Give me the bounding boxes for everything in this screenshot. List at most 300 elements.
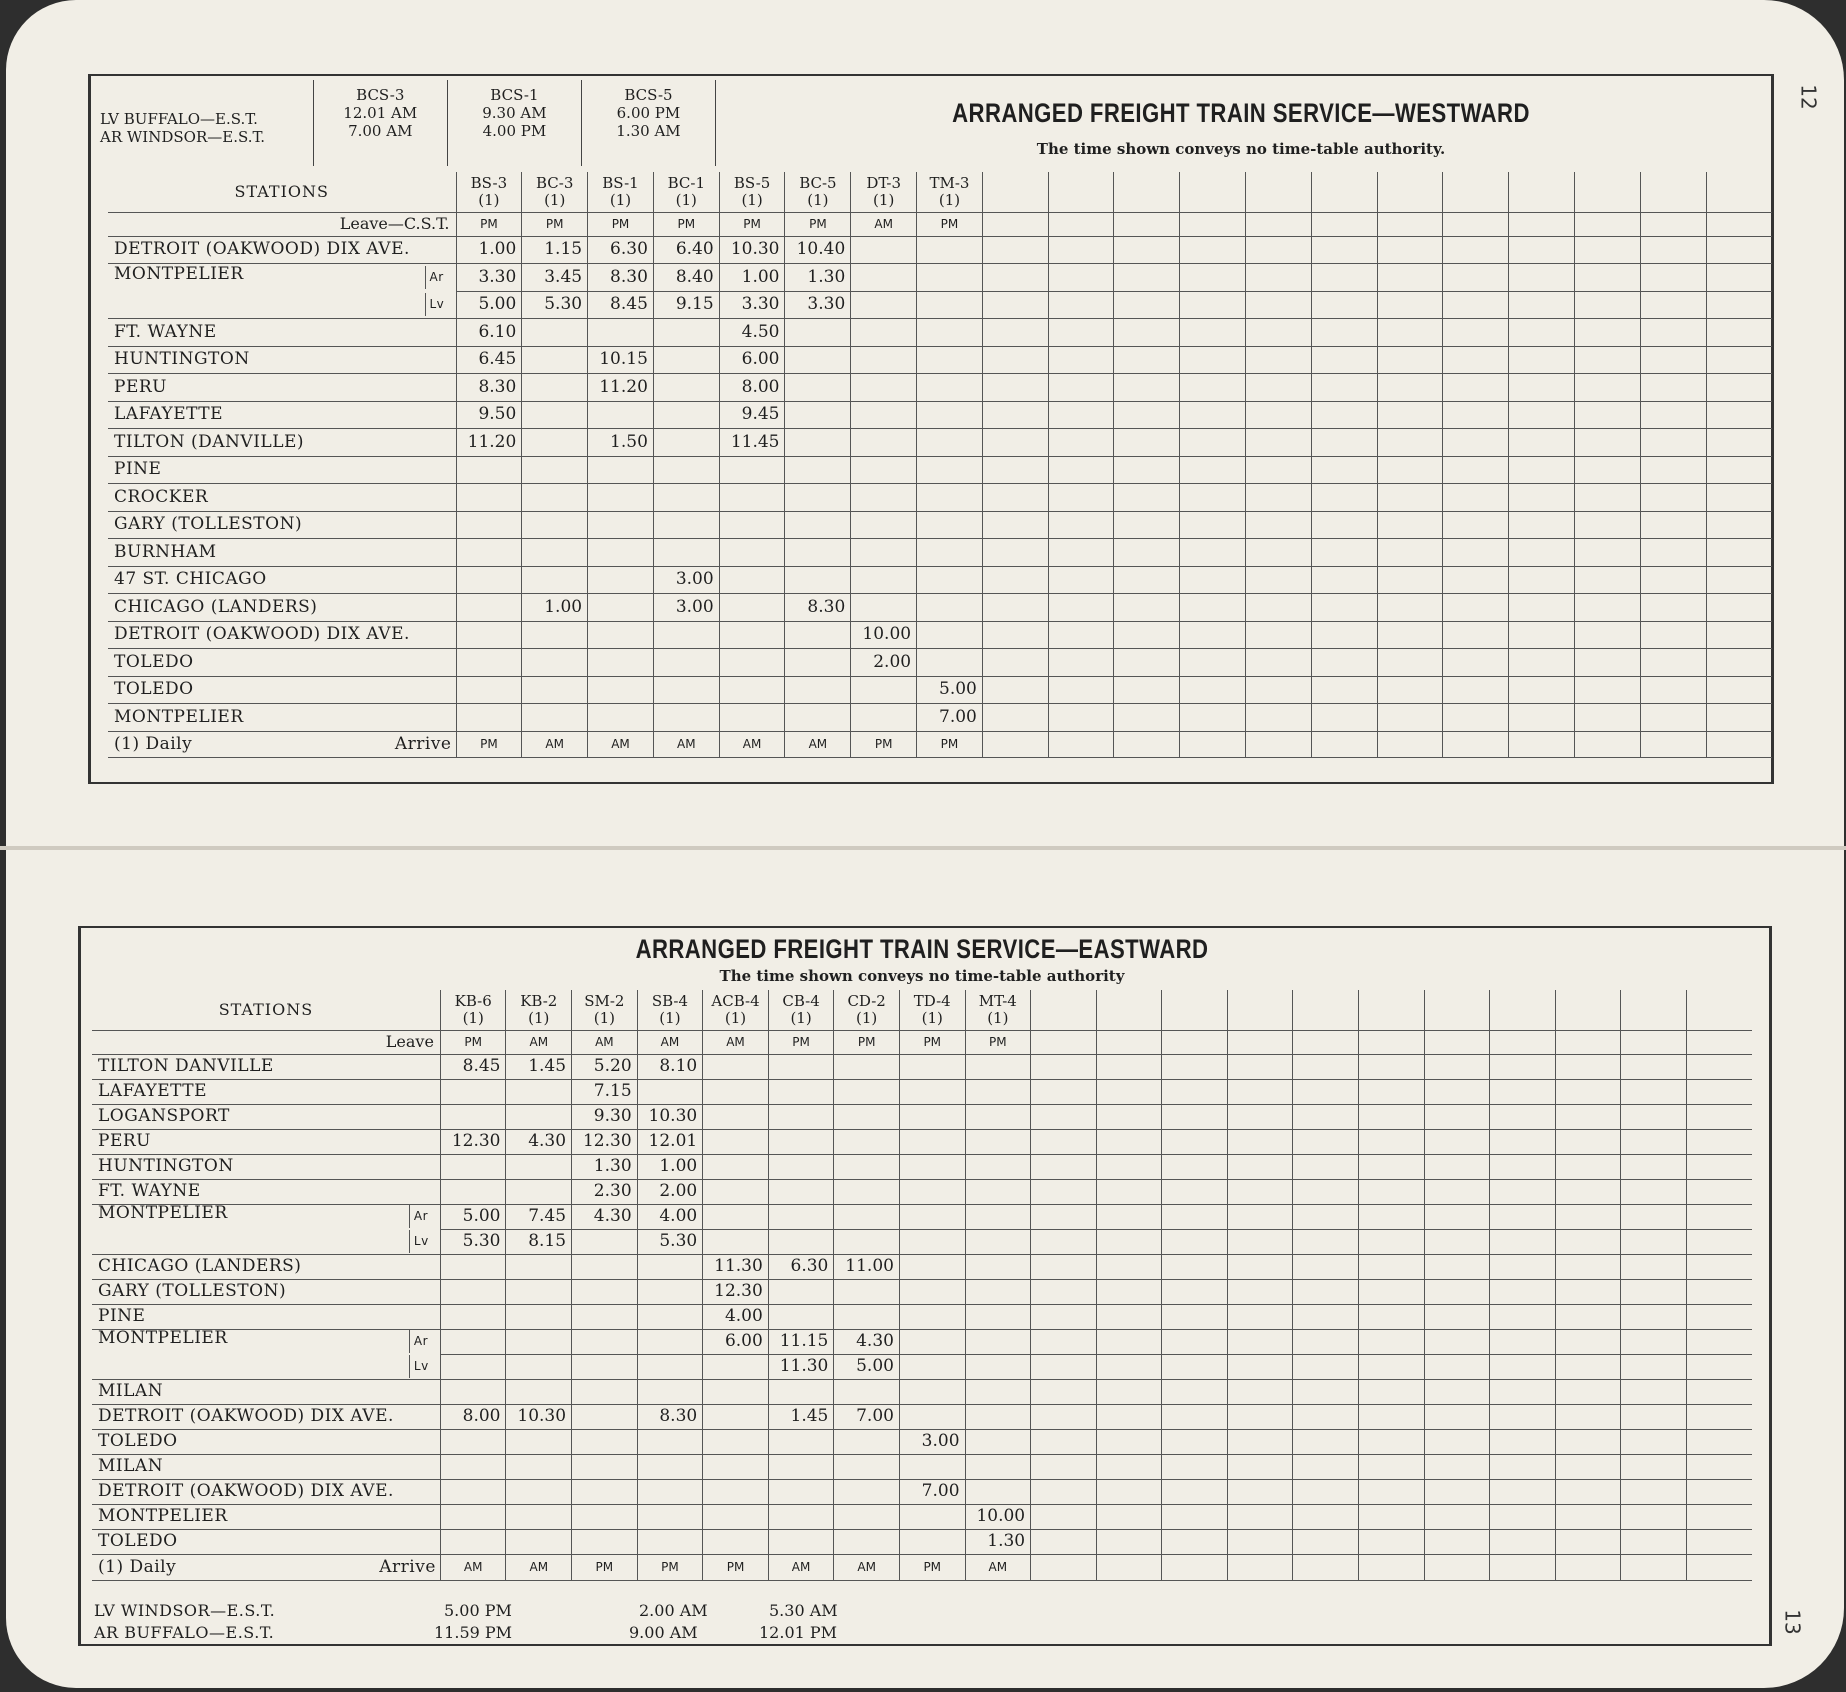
station-name: TILTON (DANVILLE) bbox=[114, 431, 305, 452]
station-row bbox=[108, 456, 1772, 484]
blank-cell bbox=[1555, 1104, 1621, 1129]
blank-cell bbox=[1443, 621, 1509, 649]
blank-cell bbox=[1048, 704, 1114, 732]
blank-cell bbox=[1686, 1454, 1752, 1479]
station-cell bbox=[92, 1054, 440, 1079]
blank-cell bbox=[1162, 1329, 1228, 1354]
train-header bbox=[785, 172, 851, 212]
leave-ampm: PM bbox=[917, 212, 983, 236]
blank-cell bbox=[1048, 374, 1114, 402]
train-header bbox=[719, 172, 785, 212]
station-row bbox=[92, 1479, 1752, 1504]
blank-cell bbox=[1490, 1204, 1556, 1229]
time-cell: 2.00 bbox=[851, 649, 917, 677]
blank-cell bbox=[1246, 704, 1312, 732]
arrive-ampm: PM bbox=[899, 1554, 965, 1580]
blank-cell bbox=[1293, 1354, 1359, 1379]
time-cell bbox=[965, 1454, 1031, 1479]
blank-cell bbox=[1293, 1504, 1359, 1529]
station-cell bbox=[108, 511, 456, 539]
leave-ampm: PM bbox=[785, 212, 851, 236]
train-number: BS-3 bbox=[470, 174, 508, 193]
blank-cell bbox=[1621, 1104, 1687, 1129]
time-cell bbox=[440, 1104, 506, 1129]
blank-cell bbox=[1640, 594, 1706, 622]
train-note: (1) bbox=[856, 1008, 878, 1027]
station-name: TOLEDO bbox=[114, 679, 194, 700]
time-cell: 10.40 bbox=[785, 236, 851, 264]
blank-cell bbox=[1031, 990, 1097, 1030]
time-cell bbox=[917, 511, 983, 539]
station-cell bbox=[92, 1129, 440, 1154]
blank-cell bbox=[1621, 1379, 1687, 1404]
time-cell bbox=[851, 291, 917, 319]
blank-cell bbox=[1621, 1304, 1687, 1329]
leave-ampm: PM bbox=[653, 212, 719, 236]
blank-cell bbox=[1359, 1529, 1425, 1554]
time-cell bbox=[703, 1129, 769, 1154]
blank-cell bbox=[1180, 374, 1246, 402]
blank-cell bbox=[1227, 1229, 1293, 1254]
blank-cell bbox=[1162, 1404, 1228, 1429]
time-cell bbox=[440, 1179, 506, 1204]
station-cell bbox=[92, 1379, 440, 1404]
train-header bbox=[834, 990, 900, 1030]
train-note: (1) bbox=[528, 1008, 550, 1027]
time-cell bbox=[851, 401, 917, 429]
blank-cell bbox=[1424, 1504, 1490, 1529]
time-cell bbox=[719, 484, 785, 512]
blank-cell bbox=[1706, 676, 1772, 704]
blank-cell bbox=[982, 401, 1048, 429]
blank-cell bbox=[1424, 1079, 1490, 1104]
station-cell bbox=[108, 621, 456, 649]
blank-cell bbox=[1490, 1030, 1556, 1054]
blank-cell bbox=[1048, 172, 1114, 212]
blank-cell bbox=[1621, 1454, 1687, 1479]
blank-cell bbox=[1293, 1030, 1359, 1054]
time-cell bbox=[768, 1079, 834, 1104]
blank-cell bbox=[1424, 1229, 1490, 1254]
blank-cell bbox=[1509, 704, 1575, 732]
station-row bbox=[92, 1154, 1752, 1179]
station-row bbox=[92, 1129, 1752, 1154]
train-note: (1) bbox=[609, 190, 632, 209]
blank-cell bbox=[1686, 1354, 1752, 1379]
blank-cell bbox=[1377, 291, 1443, 319]
blank-cell bbox=[1031, 1329, 1097, 1354]
blank-cell bbox=[1706, 566, 1772, 594]
station-cell bbox=[108, 374, 456, 402]
time-cell: 7.00 bbox=[917, 704, 983, 732]
time-cell: 8.30 bbox=[588, 264, 654, 292]
time-cell bbox=[506, 1304, 572, 1329]
train-note: (1) bbox=[544, 190, 566, 209]
blank-cell bbox=[1293, 1104, 1359, 1129]
blank-cell bbox=[1359, 1429, 1425, 1454]
leave-ampm: PM bbox=[965, 1030, 1031, 1054]
blank-cell bbox=[1227, 990, 1293, 1030]
time-cell: 11.45 bbox=[719, 429, 785, 457]
blank-cell bbox=[1443, 264, 1509, 292]
station-row bbox=[92, 1254, 1752, 1279]
arrive-ampm: AM bbox=[834, 1554, 900, 1580]
train-header bbox=[917, 172, 983, 212]
time-cell bbox=[506, 1379, 572, 1404]
station-cell bbox=[92, 1354, 440, 1379]
time-cell bbox=[572, 1529, 638, 1554]
blank-cell bbox=[1706, 731, 1772, 757]
time-cell: 4.30 bbox=[506, 1129, 572, 1154]
blank-cell bbox=[1162, 1279, 1228, 1304]
time-cell bbox=[719, 704, 785, 732]
blank-cell bbox=[1706, 401, 1772, 429]
time-cell bbox=[440, 1529, 506, 1554]
leave-row bbox=[92, 1030, 1752, 1054]
station-row bbox=[92, 1054, 1752, 1079]
conn-train: BCS-5 bbox=[624, 86, 673, 104]
blank-cell bbox=[1031, 1054, 1097, 1079]
blank-cell bbox=[982, 511, 1048, 539]
blank-cell bbox=[1311, 236, 1377, 264]
time-cell bbox=[456, 511, 522, 539]
blank-cell bbox=[1311, 731, 1377, 757]
station-row bbox=[108, 566, 1772, 594]
time-cell bbox=[768, 1304, 834, 1329]
time-cell bbox=[522, 484, 588, 512]
blank-cell bbox=[1048, 594, 1114, 622]
blank-cell bbox=[1031, 1279, 1097, 1304]
arrive-ampm: PM bbox=[456, 731, 522, 757]
blank-cell bbox=[1575, 676, 1641, 704]
time-cell: 5.00 bbox=[456, 291, 522, 319]
time-cell: 8.15 bbox=[506, 1229, 572, 1254]
station-cell bbox=[108, 291, 456, 319]
time-cell bbox=[572, 1379, 638, 1404]
time-cell bbox=[768, 1179, 834, 1204]
ar-lv-indicator: Ar bbox=[409, 1205, 440, 1228]
train-number: BS-5 bbox=[733, 174, 771, 193]
time-cell: 2.00 bbox=[637, 1179, 703, 1204]
train-number: SM-2 bbox=[584, 992, 625, 1011]
blank-cell bbox=[1490, 1529, 1556, 1554]
train-number: BC-3 bbox=[536, 174, 574, 193]
time-cell: 8.00 bbox=[440, 1404, 506, 1429]
time-cell bbox=[965, 1204, 1031, 1229]
blank-cell bbox=[1640, 456, 1706, 484]
time-cell bbox=[851, 484, 917, 512]
arrive-label: Arrive bbox=[379, 1556, 436, 1577]
leave-label: Leave bbox=[92, 1030, 440, 1054]
blank-cell bbox=[1640, 236, 1706, 264]
blank-cell bbox=[1048, 484, 1114, 512]
blank-cell bbox=[1311, 511, 1377, 539]
blank-cell bbox=[1490, 1229, 1556, 1254]
time-cell bbox=[653, 676, 719, 704]
time-cell bbox=[522, 621, 588, 649]
time-cell: 7.00 bbox=[899, 1479, 965, 1504]
time-cell: 3.00 bbox=[653, 566, 719, 594]
time-cell bbox=[588, 594, 654, 622]
time-cell bbox=[851, 264, 917, 292]
blank-cell bbox=[1509, 346, 1575, 374]
time-cell bbox=[653, 484, 719, 512]
blank-cell bbox=[1293, 1304, 1359, 1329]
time-cell bbox=[440, 1279, 506, 1304]
time-cell: 1.00 bbox=[637, 1154, 703, 1179]
conn-ar: 11.59 PM bbox=[434, 1623, 513, 1642]
blank-cell bbox=[1162, 1304, 1228, 1329]
time-cell bbox=[785, 704, 851, 732]
west-connection-box bbox=[96, 80, 716, 166]
time-cell bbox=[851, 346, 917, 374]
time-cell bbox=[899, 1079, 965, 1104]
blank-cell bbox=[1490, 1154, 1556, 1179]
blank-cell bbox=[1424, 990, 1490, 1030]
train-note: (1) bbox=[938, 190, 961, 209]
time-cell bbox=[917, 566, 983, 594]
footnote-cell bbox=[92, 1554, 440, 1580]
station-row bbox=[108, 649, 1772, 677]
blank-cell bbox=[1048, 676, 1114, 704]
blank-cell bbox=[1031, 1154, 1097, 1179]
time-cell bbox=[588, 484, 654, 512]
blank-cell bbox=[1686, 1229, 1752, 1254]
blank-cell bbox=[1377, 566, 1443, 594]
blank-cell bbox=[1377, 374, 1443, 402]
time-cell bbox=[917, 539, 983, 567]
blank-cell bbox=[1575, 374, 1641, 402]
time-cell bbox=[653, 649, 719, 677]
west-subtitle: The time shown conveys no time-table authority. bbox=[1036, 140, 1446, 158]
time-cell: 12.30 bbox=[572, 1129, 638, 1154]
arrive-ampm: PM bbox=[703, 1554, 769, 1580]
station-name: CHICAGO (LANDERS) bbox=[114, 596, 318, 617]
train-note: (1) bbox=[921, 1008, 943, 1027]
blank-cell bbox=[1227, 1279, 1293, 1304]
time-cell bbox=[719, 621, 785, 649]
time-cell: 12.30 bbox=[703, 1279, 769, 1304]
blank-cell bbox=[1555, 1279, 1621, 1304]
blank-cell bbox=[1490, 1504, 1556, 1529]
blank-cell bbox=[1490, 1404, 1556, 1429]
station-name: TOLEDO bbox=[98, 1531, 178, 1551]
blank-cell bbox=[1227, 1179, 1293, 1204]
time-cell bbox=[965, 1329, 1031, 1354]
blank-cell bbox=[1443, 401, 1509, 429]
blank-cell bbox=[1377, 704, 1443, 732]
blank-cell bbox=[1048, 731, 1114, 757]
time-cell: 8.45 bbox=[588, 291, 654, 319]
time-cell: 6.40 bbox=[653, 236, 719, 264]
time-cell: 1.45 bbox=[768, 1404, 834, 1429]
time-cell bbox=[456, 649, 522, 677]
blank-cell bbox=[1443, 172, 1509, 212]
blank-cell bbox=[1311, 429, 1377, 457]
blank-cell bbox=[1443, 346, 1509, 374]
blank-cell bbox=[1424, 1129, 1490, 1154]
time-cell: 3.30 bbox=[456, 264, 522, 292]
time-cell bbox=[719, 594, 785, 622]
blank-cell bbox=[1180, 539, 1246, 567]
time-cell bbox=[965, 1354, 1031, 1379]
west-conn-label-ar: AR WINDSOR—E.S.T. bbox=[100, 128, 266, 146]
blank-cell bbox=[1686, 1179, 1752, 1204]
time-cell bbox=[851, 236, 917, 264]
time-cell bbox=[703, 1204, 769, 1229]
time-cell bbox=[965, 1479, 1031, 1504]
station-row bbox=[108, 594, 1772, 622]
station-name: DETROIT (OAKWOOD) DIX AVE. bbox=[98, 1481, 394, 1501]
blank-cell bbox=[1443, 594, 1509, 622]
time-cell: 1.00 bbox=[456, 236, 522, 264]
blank-cell bbox=[1114, 401, 1180, 429]
blank-cell bbox=[1114, 456, 1180, 484]
blank-cell bbox=[1031, 1229, 1097, 1254]
blank-cell bbox=[1180, 511, 1246, 539]
time-cell bbox=[785, 456, 851, 484]
time-cell bbox=[456, 704, 522, 732]
blank-cell bbox=[1686, 1204, 1752, 1229]
time-cell: 6.30 bbox=[768, 1254, 834, 1279]
blank-cell bbox=[1706, 212, 1772, 236]
blank-cell bbox=[982, 319, 1048, 347]
station-name: DETROIT (OAKWOOD) DIX AVE. bbox=[98, 1406, 394, 1426]
blank-cell bbox=[1377, 401, 1443, 429]
station-cell bbox=[108, 456, 456, 484]
time-cell bbox=[637, 1529, 703, 1554]
blank-cell bbox=[1311, 676, 1377, 704]
blank-cell bbox=[1686, 1529, 1752, 1554]
station-row bbox=[108, 484, 1772, 512]
time-cell bbox=[899, 1504, 965, 1529]
time-cell bbox=[522, 649, 588, 677]
blank-cell bbox=[1180, 649, 1246, 677]
blank-cell bbox=[1031, 1304, 1097, 1329]
blank-cell bbox=[1640, 429, 1706, 457]
station-name: MONTPELIER bbox=[98, 1204, 228, 1224]
time-cell: 5.30 bbox=[637, 1229, 703, 1254]
blank-cell bbox=[1706, 704, 1772, 732]
station-row bbox=[92, 1179, 1752, 1204]
blank-cell bbox=[982, 172, 1048, 212]
blank-cell bbox=[1359, 1079, 1425, 1104]
blank-cell bbox=[1621, 1554, 1687, 1580]
station-name: HUNTINGTON bbox=[98, 1156, 234, 1176]
blank-cell bbox=[982, 676, 1048, 704]
blank-cell bbox=[1621, 1179, 1687, 1204]
time-cell bbox=[637, 1254, 703, 1279]
blank-cell bbox=[1377, 621, 1443, 649]
station-name: PINE bbox=[98, 1306, 146, 1326]
time-cell bbox=[637, 1304, 703, 1329]
blank-cell bbox=[1293, 1329, 1359, 1354]
conn-label-lv: LV WINDSOR—E.S.T. bbox=[94, 1601, 276, 1620]
blank-cell bbox=[1311, 401, 1377, 429]
station-name: MILAN bbox=[98, 1456, 164, 1476]
blank-cell bbox=[1096, 1329, 1162, 1354]
time-cell bbox=[917, 621, 983, 649]
blank-cell bbox=[1227, 1030, 1293, 1054]
header-row bbox=[108, 172, 1772, 212]
time-cell bbox=[834, 1454, 900, 1479]
time-cell bbox=[899, 1454, 965, 1479]
train-note: (1) bbox=[659, 1008, 681, 1027]
blank-cell bbox=[1686, 1304, 1752, 1329]
time-cell bbox=[768, 1054, 834, 1079]
station-name: TOLEDO bbox=[114, 651, 194, 672]
time-cell bbox=[572, 1229, 638, 1254]
time-cell bbox=[834, 1179, 900, 1204]
time-cell bbox=[719, 649, 785, 677]
blank-cell bbox=[1293, 1554, 1359, 1580]
blank-cell bbox=[1555, 1229, 1621, 1254]
time-cell bbox=[440, 1429, 506, 1454]
blank-cell bbox=[1114, 429, 1180, 457]
time-cell: 10.30 bbox=[719, 236, 785, 264]
time-cell: 4.00 bbox=[703, 1304, 769, 1329]
blank-cell bbox=[1311, 264, 1377, 292]
blank-cell bbox=[1311, 172, 1377, 212]
blank-cell bbox=[1180, 456, 1246, 484]
time-cell: 3.30 bbox=[719, 291, 785, 319]
time-cell: 9.50 bbox=[456, 401, 522, 429]
blank-cell bbox=[1162, 1429, 1228, 1454]
time-cell bbox=[522, 346, 588, 374]
time-cell bbox=[506, 1479, 572, 1504]
time-cell bbox=[588, 676, 654, 704]
time-cell: 5.30 bbox=[440, 1229, 506, 1254]
station-cell bbox=[108, 429, 456, 457]
blank-cell bbox=[1359, 1404, 1425, 1429]
blank-cell bbox=[1686, 1479, 1752, 1504]
station-cell bbox=[92, 1404, 440, 1429]
time-cell bbox=[917, 429, 983, 457]
time-cell: 1.15 bbox=[522, 236, 588, 264]
blank-cell bbox=[1490, 1129, 1556, 1154]
time-cell bbox=[637, 1379, 703, 1404]
arrive-row bbox=[92, 1554, 1752, 1580]
station-row bbox=[92, 1354, 1752, 1379]
blank-cell bbox=[1048, 264, 1114, 292]
time-cell bbox=[851, 511, 917, 539]
blank-cell bbox=[1246, 649, 1312, 677]
time-cell bbox=[703, 1054, 769, 1079]
blank-cell bbox=[982, 264, 1048, 292]
blank-cell bbox=[1443, 236, 1509, 264]
blank-cell bbox=[1311, 319, 1377, 347]
blank-cell bbox=[1162, 1030, 1228, 1054]
time-cell bbox=[965, 1379, 1031, 1404]
station-cell bbox=[92, 1104, 440, 1129]
blank-cell bbox=[1555, 1529, 1621, 1554]
time-cell bbox=[703, 1179, 769, 1204]
blank-cell bbox=[1377, 456, 1443, 484]
train-header bbox=[653, 172, 719, 212]
time-cell: 4.00 bbox=[637, 1204, 703, 1229]
blank-cell bbox=[1490, 1329, 1556, 1354]
blank-cell bbox=[1575, 484, 1641, 512]
header-row bbox=[92, 990, 1752, 1030]
blank-cell bbox=[1114, 319, 1180, 347]
station-cell bbox=[108, 264, 456, 292]
station-row bbox=[108, 539, 1772, 567]
blank-cell bbox=[1424, 1454, 1490, 1479]
station-cell bbox=[108, 566, 456, 594]
blank-cell bbox=[1555, 1254, 1621, 1279]
blank-cell bbox=[1359, 1504, 1425, 1529]
station-cell bbox=[92, 1204, 440, 1229]
